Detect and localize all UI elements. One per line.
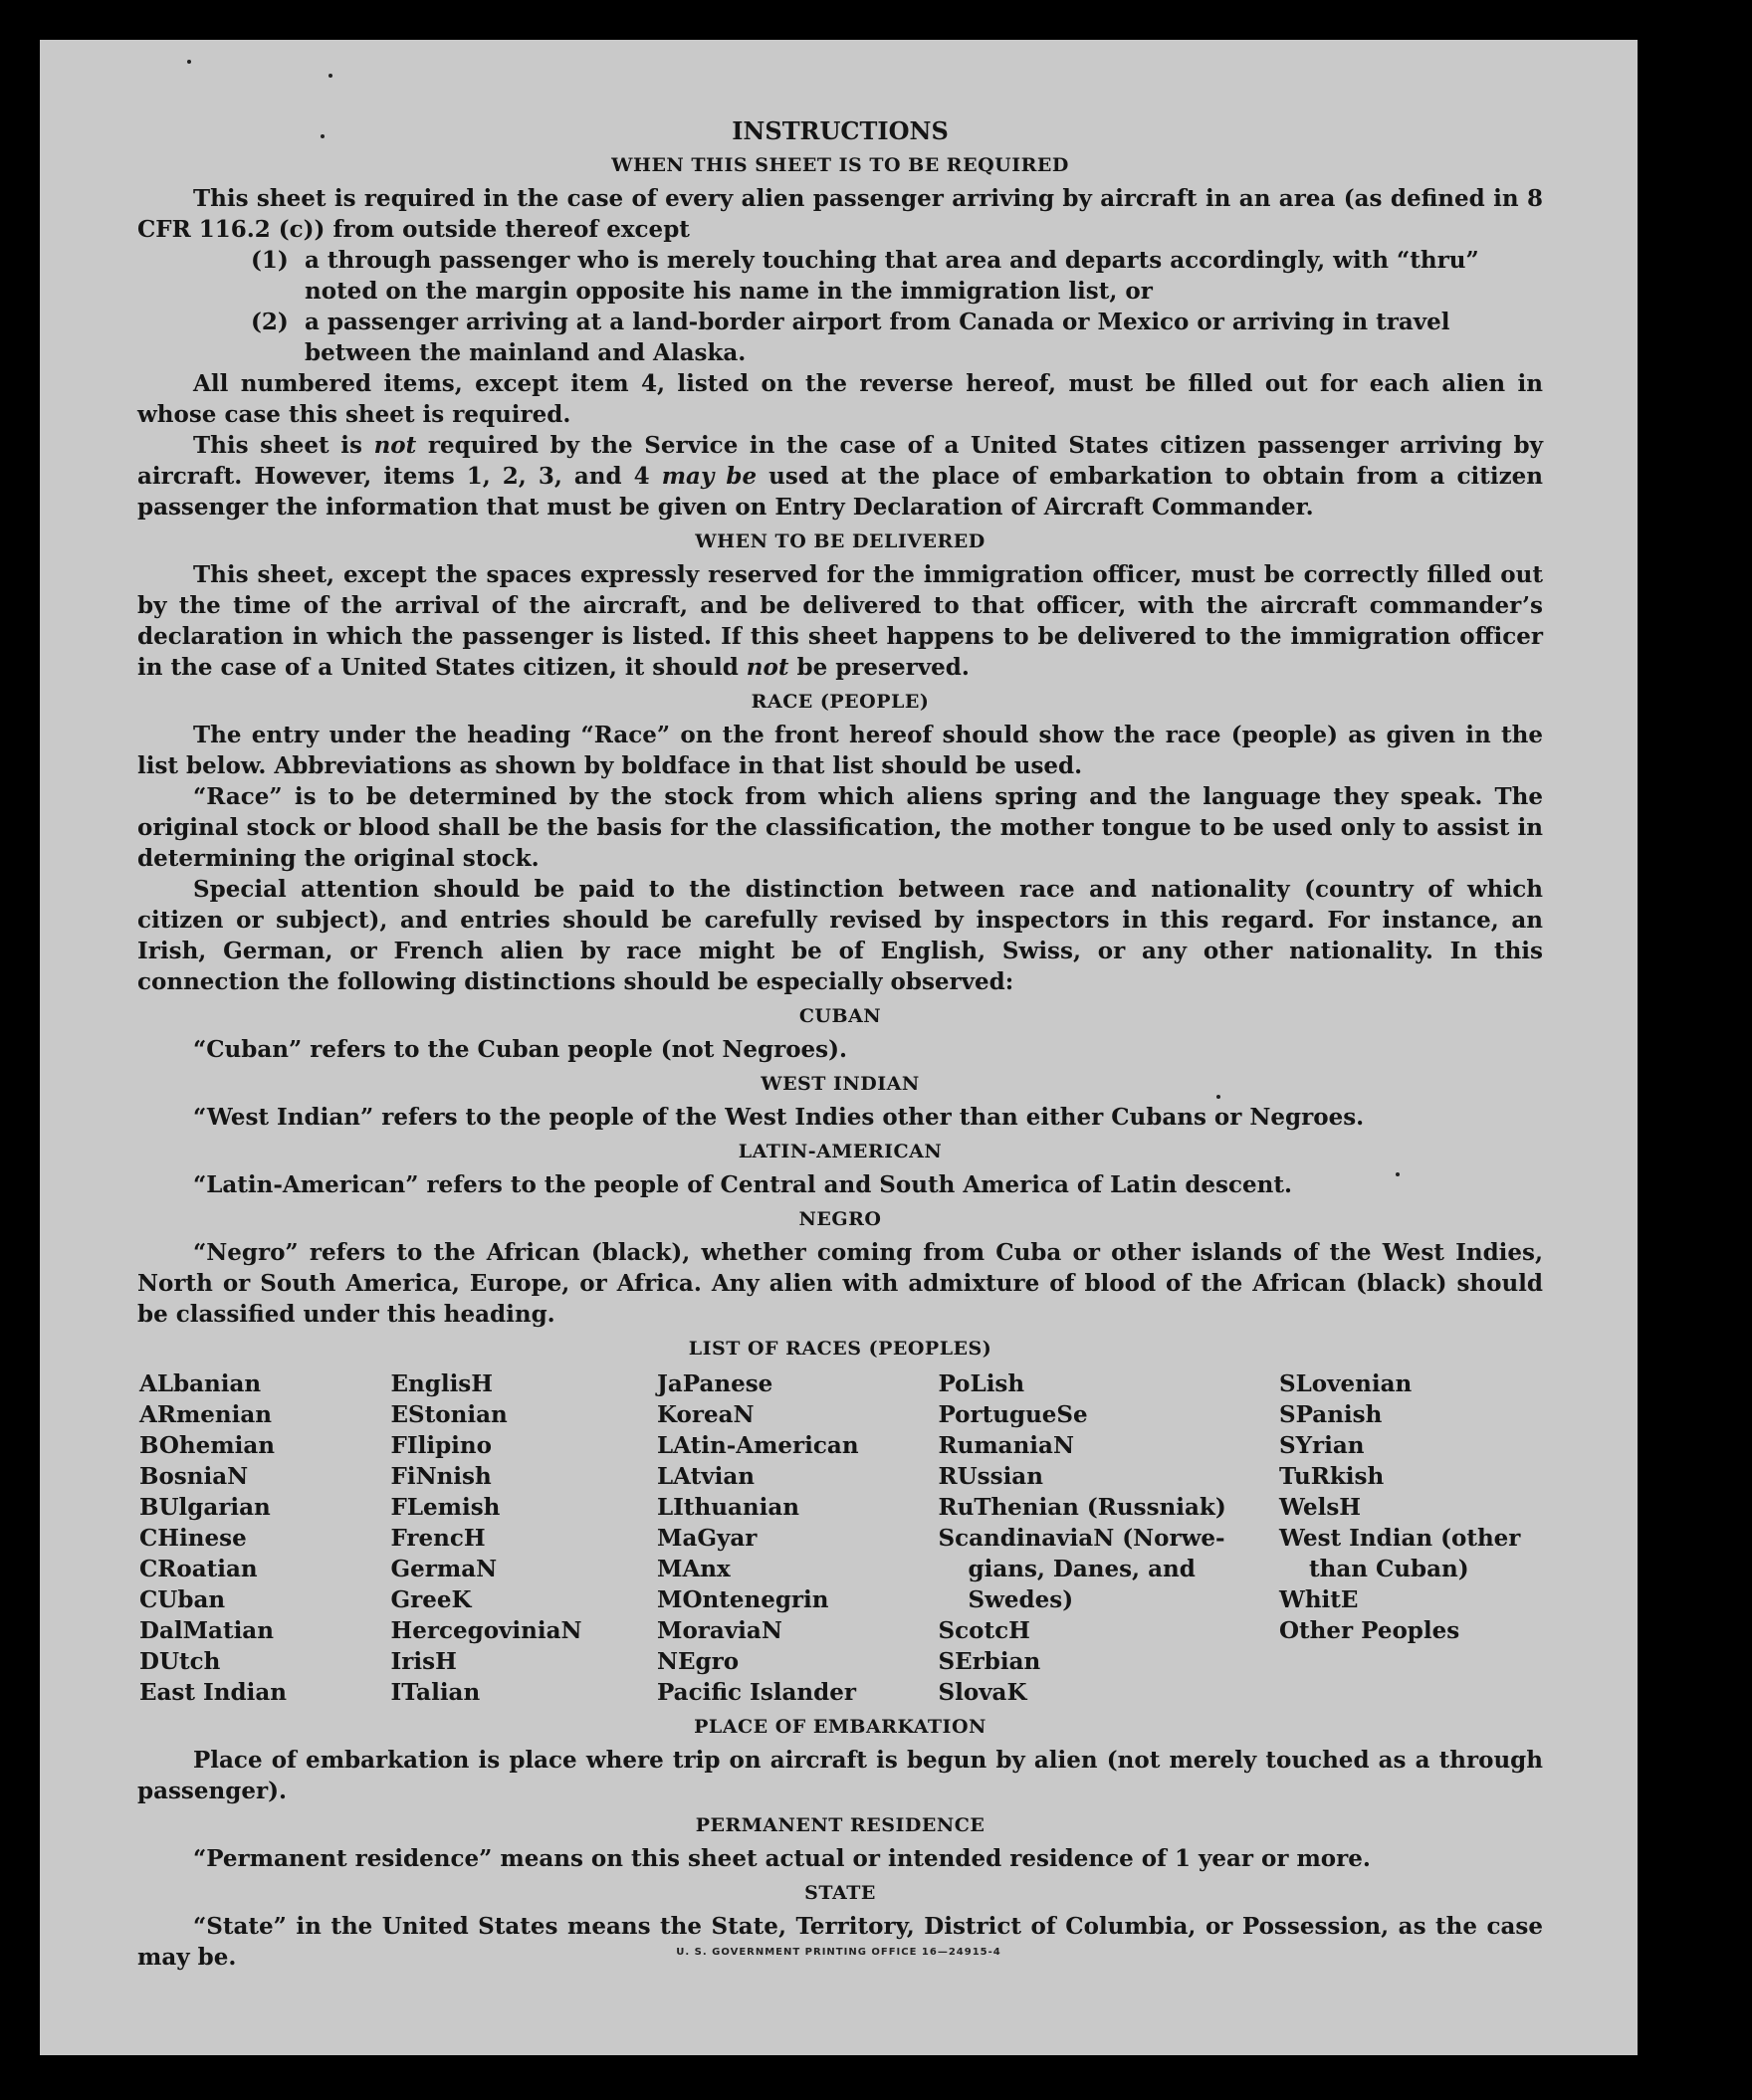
race-entry: Other Peoples xyxy=(1279,1617,1460,1644)
race-entry: Swedes) xyxy=(968,1586,1074,1613)
race-entry: FIlipino xyxy=(390,1432,492,1459)
race-entry: RuThenian (Russniak) xyxy=(938,1494,1226,1521)
race-entry: CUban xyxy=(139,1586,226,1613)
race-entry: CHinese xyxy=(139,1525,247,1552)
section-heading: CUBAN xyxy=(798,1005,882,1027)
text-run: used at the place of embarkation to obtain from a citizen passenger the information that must be given on Entry Declaration of Aircraft Commander. xyxy=(137,463,1543,521)
race-entry: DUtch xyxy=(139,1648,221,1675)
race-entry: ARmenian xyxy=(139,1401,273,1428)
race-entry: BUlgarian xyxy=(139,1494,271,1521)
race-entry: LIthuanian xyxy=(657,1494,799,1521)
section-heading: LATIN-AMERICAN xyxy=(738,1141,943,1162)
section-heading: PERMANENT RESIDENCE xyxy=(695,1814,986,1836)
race-entry: PortugueSe xyxy=(938,1401,1088,1428)
race-entry: SLovenian xyxy=(1279,1370,1413,1397)
race-entry: BOhemian xyxy=(139,1432,275,1459)
races-column xyxy=(657,1368,936,1708)
list-number: (2) xyxy=(251,309,289,335)
scan-speck xyxy=(328,74,332,78)
race-entry: TuRkish xyxy=(1279,1463,1385,1490)
section-heading: STATE xyxy=(804,1882,876,1904)
race-entry: MOntenegrin xyxy=(657,1586,829,1613)
race-entry: FrencH xyxy=(390,1525,486,1552)
race-entry: FiNnish xyxy=(390,1463,492,1490)
scan-speck xyxy=(187,60,191,64)
race-entry: SYrian xyxy=(1279,1432,1365,1459)
race-entry: West Indian (other xyxy=(1279,1525,1521,1552)
race-entry: IrisH xyxy=(390,1648,457,1675)
races-list xyxy=(139,1368,1543,1708)
race-entry: LAtin-American xyxy=(657,1432,859,1459)
race-entry: Pacific Islander xyxy=(657,1679,856,1706)
list-number: (1) xyxy=(251,247,289,274)
race-entry: EnglisH xyxy=(390,1370,493,1397)
paragraph: “West Indian” refers to the people of the West Indies other than either Cubans or Negroes. xyxy=(193,1104,1365,1131)
section-heading: WHEN TO BE DELIVERED xyxy=(695,530,986,552)
paragraph: “Negro” refers to the African (black), whether coming from Cuba or other islands of the West Indies, North or South America, Europe, or Africa. Any alien with admixture of blood of the African (black) should be classified under this heading. xyxy=(137,1239,1543,1328)
paragraph: “Cuban” refers to the Cuban people (not Negroes). xyxy=(193,1036,848,1063)
text-run: required by the Service in the case of a United States citizen passenger arriving by aircraft. However, items 1, 2, 3, and 4 xyxy=(137,432,1543,490)
text-run: This sheet is xyxy=(193,432,362,459)
paragraph: “Latin-American” refers to the people of Central and South America of Latin descent. xyxy=(193,1171,1292,1198)
race-entry: gians, Danes, and xyxy=(968,1556,1196,1582)
race-entry: MoraviaN xyxy=(657,1617,782,1644)
section-heading: WHEN THIS SHEET IS TO BE REQUIRED xyxy=(611,154,1069,176)
list-text: a passenger arriving at a land-border airport from Canada or Mexico or arriving in travel between the mainland and Alaska. xyxy=(305,309,1450,366)
paragraph xyxy=(137,559,1543,683)
instructions-content xyxy=(137,115,1543,1973)
text-run-italic: not xyxy=(746,654,789,681)
race-entry: MaGyar xyxy=(657,1525,758,1552)
race-entry: DalMatian xyxy=(139,1617,274,1644)
race-entry: LAtvian xyxy=(657,1463,755,1490)
race-entry: BosniaN xyxy=(139,1463,249,1490)
race-entry: ScandinaviaN (Norwe- xyxy=(938,1525,1225,1552)
race-entry: JaPanese xyxy=(657,1370,773,1397)
race-entry: WhitE xyxy=(1279,1586,1359,1613)
race-entry: PoLish xyxy=(938,1370,1025,1397)
section-heading: PLACE OF EMBARKATION xyxy=(694,1716,986,1738)
document-page xyxy=(40,40,1638,2055)
race-entry: SPanish xyxy=(1279,1401,1383,1428)
section-heading: WEST INDIAN xyxy=(761,1073,920,1095)
section-heading: NEGRO xyxy=(798,1208,882,1230)
races-column xyxy=(139,1368,388,1708)
race-entry: ScotcH xyxy=(938,1617,1030,1644)
race-entry: MAnx xyxy=(657,1556,731,1582)
text-run-italic: not xyxy=(373,432,417,459)
race-entry: East Indian xyxy=(139,1679,287,1706)
race-entry: than Cuban) xyxy=(1309,1556,1469,1582)
paragraph: “Race” is to be determined by the stock from which aliens spring and the language they speak. The original stock or blood shall be the basis for the classification, the mother tongue to be used only to assist in determining the original stock. xyxy=(137,783,1543,872)
paragraph: All numbered items, except item 4, listed on the reverse hereof, must be filled out for each alien in whose case this sheet is required. xyxy=(137,370,1543,428)
race-entry: EStonian xyxy=(390,1401,508,1428)
list-item xyxy=(137,245,1543,307)
paragraph: Place of embarkation is place where trip on aircraft is begun by alien (not merely touched as a through passenger). xyxy=(137,1747,1543,1804)
race-entry: FLemish xyxy=(390,1494,501,1521)
printer-imprint: U. S. GOVERNMENT PRINTING OFFICE 16—24915-4 xyxy=(676,1947,1001,1958)
page-title: INSTRUCTIONS xyxy=(732,116,949,145)
race-entry: RUssian xyxy=(938,1463,1043,1490)
races-column xyxy=(939,1368,1277,1708)
race-entry: CRoatian xyxy=(139,1556,258,1582)
race-entry: HercegoviniaN xyxy=(390,1617,582,1644)
race-entry: WelsH xyxy=(1279,1494,1362,1521)
race-entry: GermaN xyxy=(390,1556,498,1582)
paragraph: “Permanent residence” means on this sheet actual or intended residence of 1 year or more. xyxy=(193,1845,1371,1872)
race-entry: RumaniaN xyxy=(938,1432,1074,1459)
text-run: This sheet, except the spaces expressly reserved for the immigration officer, must be correctly filled out by the time of the arrival of the aircraft, and be delivered to that officer, with the aircraft commander’s declaration in which the passenger is listed. If this sheet happens to be delivered to the immigration officer in the case of a United States citizen, it should xyxy=(137,561,1543,681)
race-entry: GreeK xyxy=(390,1586,472,1613)
paragraph: “State” in the United States means the State, Territory, District of Columbia, or Possession, as the case may be. xyxy=(137,1913,1543,1971)
section-heading: LIST OF RACES (PEOPLES) xyxy=(688,1338,992,1360)
race-entry: ITalian xyxy=(390,1679,481,1706)
race-entry: KoreaN xyxy=(657,1401,755,1428)
paragraph: The entry under the heading “Race” on the front hereof should show the race (people) as given in the list below. Abbreviations as shown by boldface in that list should be used. xyxy=(137,722,1543,779)
races-column xyxy=(1279,1368,1543,1708)
race-entry: SErbian xyxy=(938,1648,1041,1675)
race-entry: SlovaK xyxy=(938,1679,1027,1706)
paragraph: Special attention should be paid to the distinction between race and nationality (country of which citizen or subject), and entries should be carefully revised by inspectors in this regard. For instance, an Irish, German, or French alien by race might be of English, Swiss, or any other nationality. In this connection the following distinctions should be especially observed: xyxy=(137,876,1543,995)
races-column xyxy=(391,1368,655,1708)
list-item xyxy=(137,307,1543,368)
text-run-italic: may be xyxy=(661,463,758,490)
text-run: be preserved. xyxy=(796,654,970,681)
paragraph: This sheet is required in the case of every alien passenger arriving by aircraft in an area (as defined in 8 CFR 116.2 (c)) from outside thereof except xyxy=(137,185,1543,243)
paragraph xyxy=(137,430,1543,523)
race-entry: NEgro xyxy=(657,1648,740,1675)
section-heading: RACE (PEOPLE) xyxy=(751,691,930,713)
list-text: a through passenger who is merely touching that area and departs accordingly, with “thru” noted on the margin opposite his name in the immigration list, or xyxy=(305,247,1479,305)
race-entry: ALbanian xyxy=(139,1370,262,1397)
